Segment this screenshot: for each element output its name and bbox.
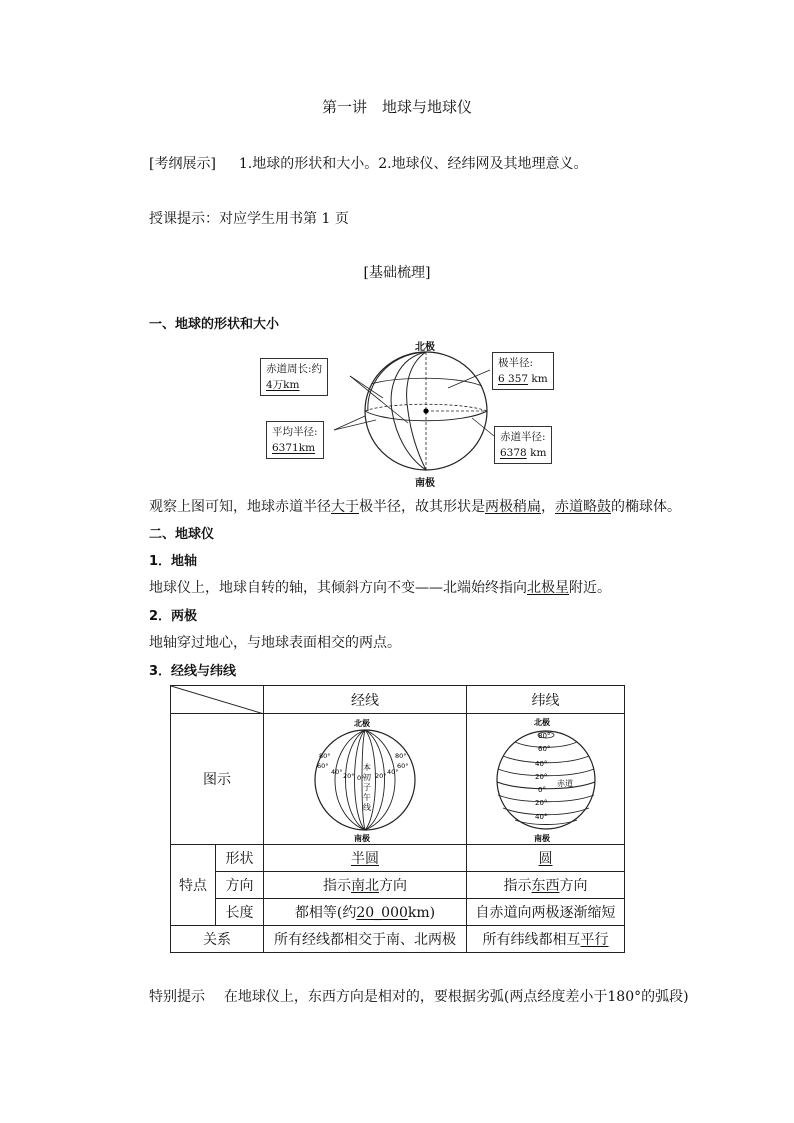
special-note — [149, 986, 689, 1006]
prime-char-4: 午 — [363, 793, 371, 802]
lon-left-60: 60° — [317, 762, 329, 770]
pd-u: 东西 — [531, 878, 560, 894]
feature-label: 特点 — [171, 845, 216, 926]
axis-text-a: 地球仪上，地球自转的轴，其倾斜方向不变——北端始终指向 — [149, 580, 527, 596]
eq-circ-value: 4万km — [266, 379, 300, 391]
meridian-shape-value: 半圆 — [351, 851, 379, 867]
page-title: 第一讲 地球与地球仪 — [321, 98, 472, 116]
polar-radius-box — [492, 352, 554, 390]
parallel-length: 自赤道向两极逐渐缩短 — [467, 899, 625, 926]
parallel-shape-value: 圆 — [538, 851, 553, 867]
outline-item-1: 地球的形状和大小。 — [252, 156, 379, 172]
parallel-shape — [467, 845, 625, 872]
row-figure-label: 图示 — [171, 714, 264, 845]
equatorial-radius-box — [494, 426, 552, 464]
md-a: 指示 — [323, 878, 351, 894]
equator-label: 赤道 — [556, 779, 573, 788]
header-meridian: 经线 — [264, 686, 467, 714]
direction-label: 方向 — [216, 872, 264, 899]
shape-label: 形状 — [216, 845, 264, 872]
eq-radius-unit: km — [530, 447, 547, 459]
axis-paragraph — [149, 577, 611, 597]
obs-greater: 大于 — [331, 499, 359, 515]
pd-b: 方向 — [559, 878, 588, 894]
obs-poles-flat: 两极稍扁 — [485, 499, 541, 515]
lon-zero: 0° — [357, 774, 365, 782]
lat-north-label: 北极 — [533, 718, 550, 727]
lat-20s: 20° — [534, 799, 547, 807]
polar-radius-unit: km — [531, 373, 548, 385]
prime-char-5: 线 — [363, 803, 371, 812]
prime-char-1: 本 — [363, 763, 371, 772]
lon-left-40: 40° — [331, 768, 343, 776]
lon-south-label: 南极 — [354, 834, 370, 842]
outline-num-2: 2. — [378, 156, 392, 172]
ml-u: 20_000 — [356, 905, 408, 921]
axis-polaris: 北极星 — [527, 580, 569, 596]
obs-equator-bulge: 赤道略鼓 — [555, 499, 611, 515]
hint-text-a: 授课提示：对应学生用书第 — [149, 211, 317, 227]
avg-radius-label: 平均半径: — [272, 426, 318, 438]
axis-text-b: 附近。 — [569, 580, 611, 596]
eq-radius-label: 赤道半径: — [500, 431, 546, 443]
lon-right-20: 20° — [375, 772, 387, 780]
note-label: 特别提示 — [149, 989, 205, 1005]
outline-label: [考纲展示] — [149, 156, 216, 172]
lat-80: 80° — [537, 732, 550, 740]
parallel-direction — [467, 872, 625, 899]
shape-observation — [149, 496, 681, 516]
prime-char-3: 子 — [363, 783, 371, 792]
meridian-shape — [264, 845, 467, 872]
eq-circ-label: 赤道周长:约 — [266, 363, 323, 375]
lat-40s: 40° — [534, 813, 547, 821]
lat-20n: 20° — [534, 773, 547, 781]
pr-u: 平行 — [580, 932, 609, 948]
avg-radius-value: 6371km — [272, 442, 316, 454]
lines-heading: 3．经线与纬线 — [149, 664, 237, 679]
hint-text-b: 页 — [334, 211, 349, 227]
obs-a: 观察上图可知，地球赤道半径 — [149, 499, 331, 515]
lon-north-label: 北极 — [354, 719, 370, 728]
meridian-figure-cell — [264, 714, 467, 845]
corner-cell — [171, 686, 264, 714]
relation-label: 关系 — [171, 926, 264, 953]
note-text: 在地球仪上，东西方向是相对的，要根据劣弧(两点经度差小于 — [223, 989, 608, 1005]
figure-north-pole: 北极 — [415, 342, 435, 353]
pd-a: 指示 — [503, 878, 532, 894]
meridian-globe — [305, 716, 425, 842]
parallel-relation — [467, 926, 625, 953]
lat-south-label: 南极 — [533, 834, 550, 842]
lon-left-20: 20° — [343, 772, 355, 780]
figure-south-pole: 南极 — [415, 478, 435, 489]
equator-circumference-box — [260, 358, 328, 396]
polar-radius-value: 6 357 — [498, 373, 529, 385]
lesson-hint — [149, 208, 349, 228]
lon-right-80: 80° — [395, 752, 407, 760]
earth-figure — [258, 336, 568, 489]
section-1-heading: 一、地球的形状和大小 — [149, 317, 280, 332]
lat-40n: 40° — [534, 760, 547, 768]
obs-b: 极半径，故其形状是 — [359, 499, 485, 515]
poles-paragraph: 地轴穿过地心，与地球表面相交的两点。 — [149, 635, 401, 651]
lat-60: 60° — [537, 745, 550, 753]
parallel-globe — [491, 716, 601, 842]
lat-0: 0° — [537, 786, 546, 794]
lon-right-60: 60° — [397, 762, 409, 770]
axis-heading: 1．地轴 — [149, 554, 198, 569]
section-header: [基础梳理] — [363, 265, 431, 281]
length-label: 长度 — [216, 899, 264, 926]
md-u: 南北 — [351, 878, 379, 894]
exam-outline — [149, 153, 588, 173]
corner-diagonal — [171, 686, 264, 714]
pr-a: 所有纬线都相互 — [482, 932, 581, 948]
outline-item-2: 地球仪、经纬网及其地理意义。 — [391, 156, 588, 172]
meridian-relation: 所有经线都相交于南、北两极 — [264, 926, 467, 953]
lon-right-40: 40° — [387, 768, 399, 776]
meridian-direction — [264, 872, 467, 899]
hint-page: 1 — [321, 211, 331, 227]
average-radius-box — [266, 421, 324, 459]
ml-a: 都相等(约 — [294, 905, 357, 921]
obs-c: ， — [541, 499, 555, 515]
polar-radius-label: 极半径: — [498, 357, 534, 369]
section-2-heading: 二、地球仪 — [149, 527, 215, 542]
note-degree: 180° — [607, 989, 642, 1005]
ml-b: km) — [407, 905, 436, 921]
obs-d: 的椭球体。 — [611, 499, 681, 515]
meridian-length — [264, 899, 467, 926]
prime-char-2: 初 — [363, 773, 371, 782]
header-parallel: 纬线 — [467, 686, 625, 714]
lon-left-80: 80° — [319, 752, 331, 760]
md-b: 方向 — [379, 878, 407, 894]
eq-radius-value: 6378 — [500, 447, 527, 459]
note-end: 的弧段) — [641, 989, 689, 1005]
outline-num-1: 1. — [238, 156, 253, 172]
meridian-parallel-table — [170, 685, 625, 953]
parallel-figure-cell — [467, 714, 625, 845]
poles-heading: 2．两极 — [149, 609, 198, 624]
